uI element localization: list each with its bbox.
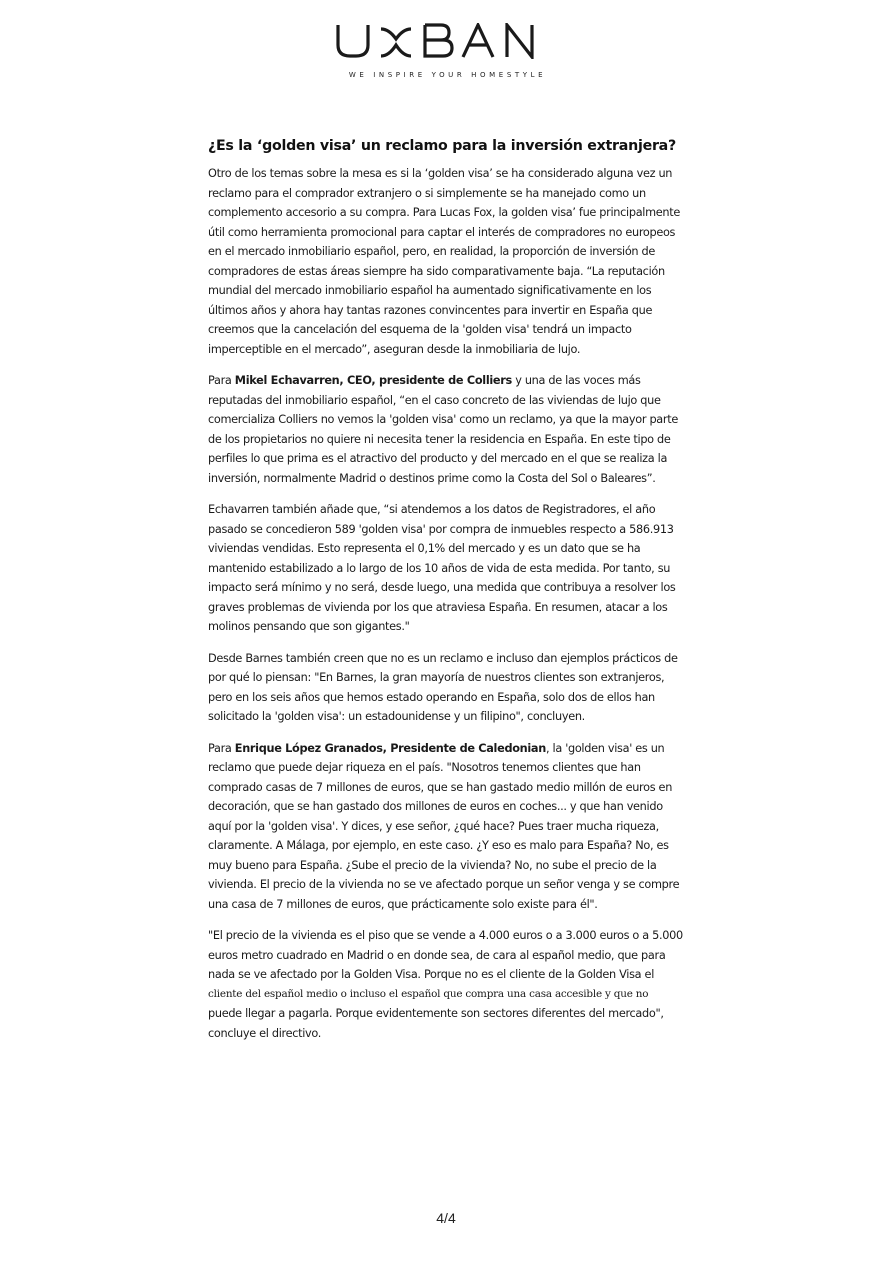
text-line: euros metro cuadrado en Madrid o en donde sea, de cara al español medio, que para xyxy=(208,948,666,962)
paragraph-lucas-fox xyxy=(208,164,692,359)
text-span: Para xyxy=(208,741,235,755)
text-line: muy bueno para España. ¿Sube el precio de la vivienda? No, no sube el precio de la xyxy=(208,858,657,872)
text-line: reclamo para el comprador extranjero o si simplemente se ha manejado como un xyxy=(208,186,646,200)
text-line: puede llegar a pagarla. Porque evidentemente son sectores diferentes del mercado", xyxy=(208,1007,664,1020)
text-line: viviendas vendidas. Esto representa el 0,1% del mercado y es un dato que se ha xyxy=(208,542,641,555)
text-span: y una de las voces más xyxy=(511,374,641,387)
text-line xyxy=(208,739,692,759)
speaker-name: Mikel Echavarren, CEO, presidente de Colliers xyxy=(234,374,512,387)
paragraph-registradores xyxy=(208,500,692,637)
text-span: Para xyxy=(208,374,235,387)
text-line: inversión, normalmente Madrid o destinos prime como la Costa del Sol o Baleares”. xyxy=(208,471,656,485)
text-line: claramente. A Málaga, por ejemplo, en este caso. ¿Y eso es malo para España? No, es xyxy=(208,839,669,852)
text-line: solicitado la 'golden visa': un estadounidense y un filipino", concluyen. xyxy=(208,710,585,723)
text-span: , la 'golden visa' es un xyxy=(545,741,665,755)
brand-logo xyxy=(335,22,557,60)
text-line: aquí por la 'golden visa'. Y dices, y ese señor, ¿qué hace? Pues traer mucha riqueza, xyxy=(208,819,659,833)
article xyxy=(208,134,692,1055)
text-line: pasado se concedieron 589 'golden visa' por compra de inmuebles respecto a 586.913 xyxy=(208,522,674,536)
text-line: Desde Barnes también creen que no es un reclamo e incluso dan ejemplos prácticos de xyxy=(208,651,678,665)
brand-tagline: WE INSPIRE YOUR HOMESTYLE xyxy=(348,71,547,79)
text-line: reputadas del inmobiliario español, “en el caso concreto de las viviendas de lujo que xyxy=(208,393,661,407)
text-line xyxy=(208,371,692,391)
text-line: mundial del mercado inmobiliario español ha aumentado significativamente en los xyxy=(208,284,652,297)
text-line: de los propietarios no quiere ni necesita tener la residencia en España. En este tipo de xyxy=(208,432,671,446)
text-line: en el mercado inmobiliario español, pero, en realidad, la proporción de inversión de xyxy=(208,245,656,258)
paragraph-closing-quote xyxy=(208,926,692,1043)
paragraph-caledonian xyxy=(208,739,692,915)
text-line: comercializa Colliers no vemos la 'golden visa' como un reclamo, ya que la mayor parte xyxy=(208,413,678,426)
text-line: complemento accesorio a su compra. Para Lucas Fox, la golden visa’ fue principalmente xyxy=(208,206,681,219)
text-line: molinos pensando que son gigantes." xyxy=(208,620,410,633)
text-line: una casa de 7 millones de euros, que prácticamente solo existe para él". xyxy=(208,897,598,911)
text-line: perfiles lo que prima es el atractivo del producto y del mercado en el que se realiza la xyxy=(208,452,668,465)
text-line: decoración, que se han gastado dos millones de euros en coches... y que han venido xyxy=(208,800,663,813)
text-line: cliente del español medio o incluso el español que compra una casa accesible y que no xyxy=(208,987,649,1000)
article-heading: ¿Es la ‘golden visa’ un reclamo para la inversión extranjera? xyxy=(208,138,676,154)
text-line: imperceptible en el mercado”, aseguran desde la inmobiliaria de lujo. xyxy=(208,342,581,356)
text-line: pero en los seis años que hemos estado operando en España, solo dos de ellos han xyxy=(208,690,655,704)
text-line: compradores de estas áreas siempre ha sido comparativamente baja. “La reputación xyxy=(208,264,665,278)
text-line: útil como herramienta promocional para captar el interés de compradores no europeos xyxy=(208,225,676,239)
text-line: comprado casas de 7 millones de euros, que se han gastado medio millón de euros en xyxy=(208,780,673,794)
text-line: por qué lo piensan: "En Barnes, la gran mayoría de nuestros clientes son extranjeros, xyxy=(208,671,665,684)
uxban-wordmark-icon xyxy=(335,23,557,59)
text-line: Otro de los temas sobre la mesa es si la ‘golden visa’ se ha considerado alguna vez un xyxy=(208,167,673,180)
text-line: vivienda. El precio de la vivienda no se ve afectado porque un señor venga y se compre xyxy=(208,878,680,891)
text-line: mantenido estabilizado a lo largo de los 10 años de vida de esta medida. Por tanto, su xyxy=(208,561,671,575)
text-line: reclamo que puede dejar riqueza en el país. "Nosotros tenemos clientes que han xyxy=(208,761,641,774)
text-line: concluye el directivo. xyxy=(208,1026,322,1040)
text-line: Echavarren también añade que, “si atendemos a los datos de Registradores, el año xyxy=(208,503,656,516)
header xyxy=(0,22,892,79)
paragraph-colliers xyxy=(208,371,692,488)
speaker-name: Enrique López Granados, Presidente de Caledonian xyxy=(234,741,546,755)
text-line: "El precio de la vivienda es el piso que se vende a 4.000 euros o a 3.000 euros o a 5.000 xyxy=(208,929,683,942)
text-line: impacto será mínimo y no será, desde luego, una medida que contribuya a resolver los xyxy=(208,581,676,594)
text-line: graves problemas de vivienda por los que atraviesa España. En resumen, atacar a los xyxy=(208,600,668,614)
text-line: nada se ve afectado por la Golden Visa. Porque no es el cliente de la Golden Visa el xyxy=(208,968,655,981)
text-line: creemos que la cancelación del esquema de la 'golden visa' tendrá un impacto xyxy=(208,323,632,336)
paragraph-barnes xyxy=(208,649,692,727)
page-number: 4/4 xyxy=(436,1210,456,1226)
text-line: últimos años y ahora hay tantas razones convincentes para invertir en España que xyxy=(208,303,653,317)
